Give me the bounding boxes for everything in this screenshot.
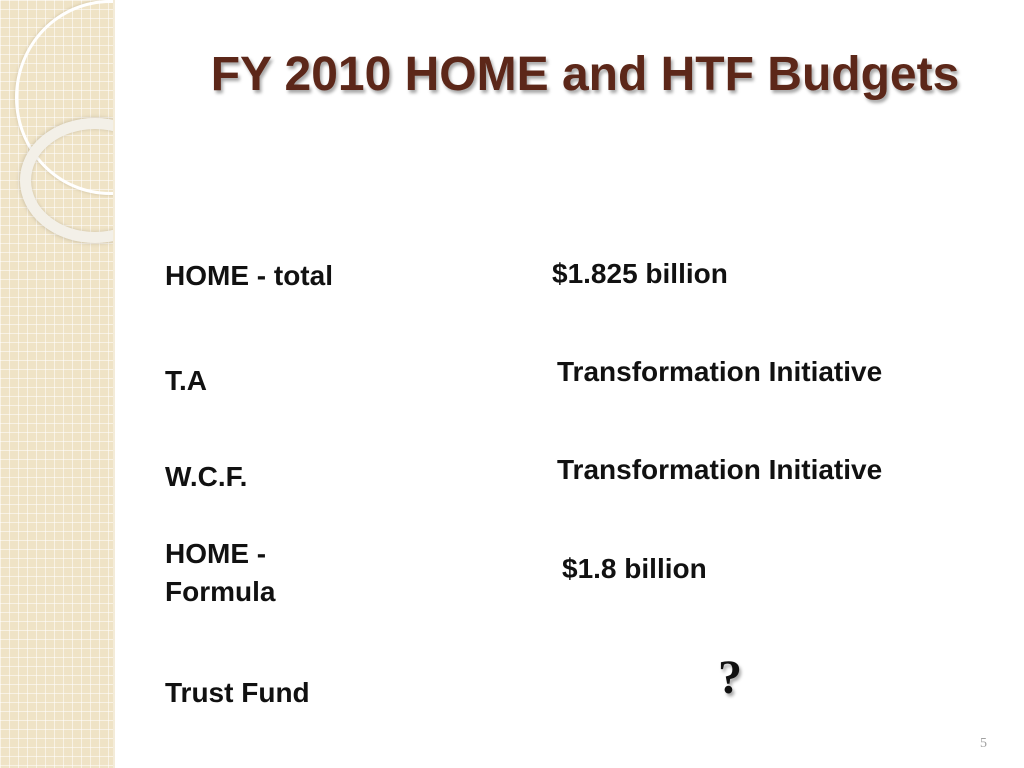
row-label-wcf: W.C.F.	[165, 461, 248, 492]
row-value-home-formula: $1.8 billion	[562, 553, 707, 584]
row-value-wcf: Transformation Initiative	[557, 454, 883, 485]
row-value-home-total: $1.825 billion	[552, 258, 728, 289]
row-label-home-formula: HOME - Formula	[165, 538, 276, 607]
row-label-ta: T.A	[165, 365, 207, 396]
row-label-home-total: HOME - total	[165, 260, 333, 291]
row-value-trust-fund: ?	[718, 651, 742, 704]
side-panel-edge	[113, 0, 115, 768]
slide-title: FY 2010 HOME and HTF Budgets	[210, 48, 960, 101]
row-label-trust-fund: Trust Fund	[165, 677, 310, 708]
page-number: 5	[980, 736, 987, 751]
row-value-ta: Transformation Initiative	[557, 356, 883, 387]
decorative-side-panel	[0, 0, 113, 768]
